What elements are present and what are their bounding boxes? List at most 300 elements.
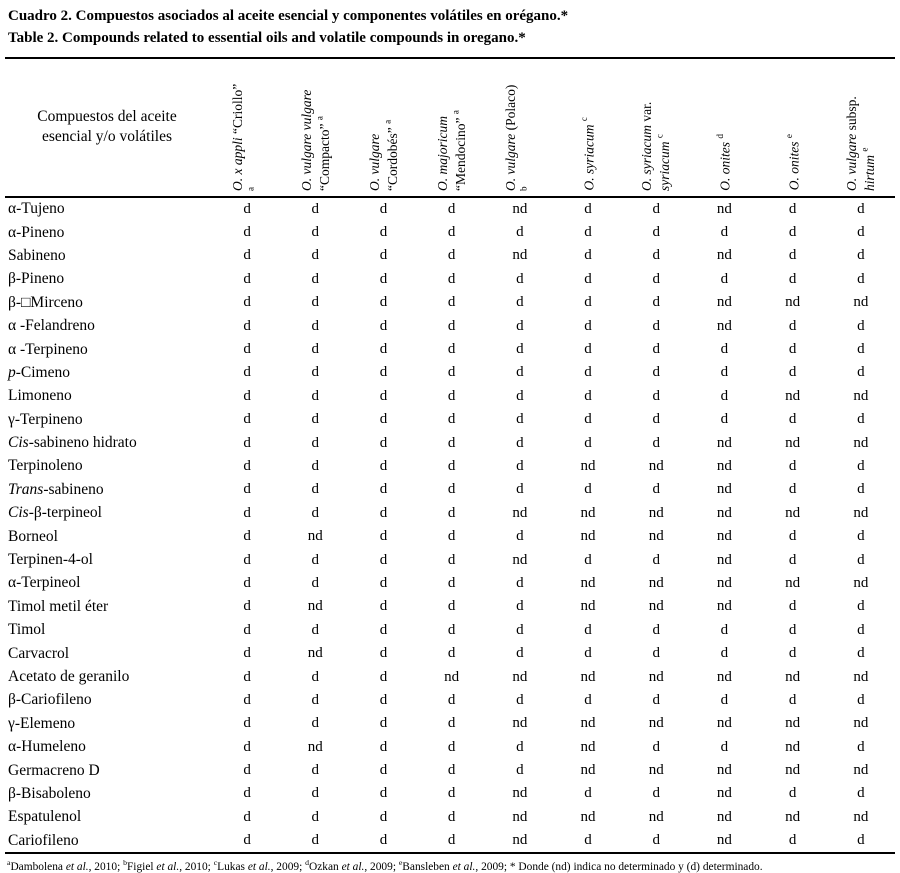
value-cell: nd [648, 574, 664, 591]
value-cell: d [857, 481, 865, 498]
text-part: Terpinen-4-ol [8, 551, 93, 569]
compound-name [5, 665, 213, 688]
value-cell: d [516, 270, 524, 287]
text-part: “Cordobés” [384, 123, 400, 191]
superscript-ref: d [715, 133, 726, 139]
value-cell: nd [716, 598, 732, 615]
rotated-column-header-text [503, 83, 537, 191]
value-cell: d [243, 598, 251, 615]
value-cell: d [379, 551, 388, 568]
value-cell: d [584, 434, 592, 451]
text-part: O. syriacum [581, 124, 597, 191]
text-part: Timol metil éter [8, 597, 109, 615]
value-cell: d [243, 738, 251, 755]
value-cell: nd [512, 785, 528, 802]
superscript-ref: c [213, 858, 218, 868]
value-cell: d [379, 762, 388, 779]
value-cell: nd [853, 504, 869, 521]
value-cell: d [652, 832, 660, 849]
value-cell: nd [648, 457, 664, 474]
value-cell: nd [307, 738, 323, 755]
value-cell: nd [853, 668, 869, 685]
table-row [5, 548, 895, 571]
value-cell: d [788, 481, 797, 498]
value-cell: nd [853, 715, 869, 732]
value-cell: d [243, 715, 251, 732]
value-cell: d [584, 200, 592, 217]
value-cell: nd [444, 668, 460, 685]
table-row [5, 619, 895, 642]
compound-name [5, 619, 213, 642]
value-cell: nd [716, 481, 732, 498]
text-part: subsp. [844, 95, 860, 134]
value-cell: nd [648, 598, 664, 615]
superscript-ref: a [314, 115, 325, 120]
superscript-ref: a [382, 119, 393, 124]
value-cell: d [447, 621, 456, 638]
text-part: O. x appli [230, 136, 246, 191]
text-part: Timol [8, 621, 46, 639]
value-cell: d [652, 317, 660, 334]
value-cell: d [652, 247, 660, 264]
text-part: α-Tujeno [8, 200, 65, 218]
value-cell: d [243, 247, 251, 264]
value-cell: nd [648, 528, 664, 545]
value-cell: d [379, 574, 388, 591]
table-row [5, 478, 895, 501]
value-cell: nd [580, 762, 596, 779]
value-cell: d [379, 691, 388, 708]
compound-name [5, 314, 213, 337]
value-cell: d [379, 341, 388, 358]
value-cell: d [788, 317, 797, 334]
text-part: Germacreno D [8, 761, 100, 779]
text-part: et al. [247, 861, 271, 873]
value-cell: d [857, 738, 865, 755]
value-cell: nd [716, 434, 732, 451]
value-cell: d [652, 645, 660, 662]
compound-name [5, 268, 213, 291]
column-header-10 [827, 58, 895, 197]
table-row [5, 197, 895, 221]
value-cell: d [857, 621, 865, 638]
value-cell: d [379, 504, 388, 521]
value-cell: d [857, 270, 865, 287]
value-cell: nd [716, 504, 732, 521]
value-cell: d [379, 668, 388, 685]
text-part: Figiel [126, 861, 157, 873]
value-cell: d [584, 270, 592, 287]
value-cell: nd [580, 504, 596, 521]
value-cell: d [243, 762, 251, 779]
value-cell: d [720, 270, 729, 287]
text-part [582, 121, 597, 124]
value-cell: d [379, 200, 388, 217]
value-cell: d [516, 738, 524, 755]
value-cell: d [857, 224, 865, 241]
table-row [5, 735, 895, 758]
value-cell: d [311, 691, 320, 708]
value-cell: d [243, 270, 251, 287]
text-part: -sabineno [43, 480, 104, 498]
value-cell: d [788, 224, 797, 241]
value-cell: nd [512, 504, 528, 521]
superscript-ref: a [7, 858, 11, 868]
value-cell: d [857, 341, 865, 358]
value-cell: d [857, 247, 865, 264]
compound-name [5, 735, 213, 758]
value-cell: d [311, 411, 320, 428]
value-cell: nd [716, 200, 732, 217]
compound-name [5, 642, 213, 665]
value-cell: nd [580, 715, 596, 732]
value-cell: d [652, 551, 660, 568]
compound-name [5, 431, 213, 454]
value-cell: d [516, 317, 524, 334]
text-part: -β-terpineol [28, 504, 102, 522]
value-cell: nd [785, 294, 801, 311]
value-cell: d [379, 270, 388, 287]
value-cell: d [857, 832, 865, 849]
text-part: O. vulgare [844, 133, 860, 191]
value-cell: d [243, 434, 251, 451]
value-cell: d [447, 598, 456, 615]
text-part: “Criollo” [230, 83, 246, 137]
value-cell: nd [580, 598, 596, 615]
value-cell: d [516, 528, 524, 545]
value-cell: d [584, 691, 592, 708]
value-cell: d [788, 621, 797, 638]
compound-name [5, 455, 213, 478]
text-part: α -Terpineno [8, 340, 88, 358]
value-cell: d [584, 551, 592, 568]
text-part: O. vulgare [503, 133, 519, 191]
text-part: Trans [8, 480, 44, 498]
rotated-column-header-text [715, 134, 733, 191]
column-header-9 [759, 58, 827, 197]
value-cell: d [379, 785, 388, 802]
text-part: “Compacto” [316, 119, 332, 191]
value-cell: d [379, 528, 388, 545]
value-cell: d [447, 434, 456, 451]
value-cell: d [379, 621, 388, 638]
value-cell: d [379, 434, 388, 451]
value-cell: d [379, 457, 388, 474]
rotated-column-header-text [435, 83, 469, 191]
compound-name [5, 572, 213, 595]
table-row [5, 572, 895, 595]
value-cell: d [720, 341, 729, 358]
value-cell: nd [580, 738, 596, 755]
text-part: O. syriacum [639, 124, 655, 191]
table-head [5, 58, 895, 197]
value-cell: d [857, 317, 865, 334]
text-part: -Cimeno [15, 363, 70, 381]
value-cell: d [379, 364, 388, 381]
superscript-ref: e [859, 147, 870, 152]
value-cell: nd [512, 832, 528, 849]
table-row [5, 455, 895, 478]
text-part: β-Pineno [8, 270, 65, 288]
compound-name [5, 361, 213, 384]
value-cell: nd [716, 762, 732, 779]
value-cell: nd [716, 457, 732, 474]
text-part: O. vulgare [366, 133, 382, 191]
compound-name [5, 782, 213, 805]
compound-name [5, 197, 213, 221]
value-cell: d [584, 341, 592, 358]
value-cell: d [652, 200, 660, 217]
value-cell: nd [648, 504, 664, 521]
rotated-column-header-text [579, 117, 597, 190]
superscript-ref: b [518, 185, 529, 191]
value-cell: d [447, 457, 456, 474]
value-cell: d [311, 364, 320, 381]
column-header-4 [418, 58, 486, 197]
value-cell: d [857, 457, 865, 474]
text-part: O. majoricum [434, 115, 450, 191]
value-cell: nd [716, 317, 732, 334]
text-part: Cis [8, 434, 29, 452]
table-row [5, 806, 895, 829]
value-cell: d [720, 691, 729, 708]
value-cell: nd [785, 715, 801, 732]
value-cell: d [379, 317, 388, 334]
value-cell: d [243, 504, 251, 521]
value-cell: d [516, 762, 524, 779]
compound-name [5, 829, 213, 853]
value-cell: d [311, 832, 320, 849]
text-part: Acetato de geranilo [8, 668, 130, 685]
value-cell: d [584, 247, 592, 264]
superscript-ref: a [245, 186, 256, 191]
text-part: p [8, 363, 16, 381]
value-cell: d [788, 200, 797, 217]
table-row [5, 244, 895, 267]
compound-name [5, 338, 213, 361]
superscript-ref: b [123, 858, 127, 868]
value-cell: nd [785, 387, 801, 404]
value-cell: d [243, 411, 251, 428]
value-cell: d [652, 270, 660, 287]
text-part: Lukas [217, 861, 248, 873]
text-part: γ-Terpineno [8, 410, 83, 428]
value-cell: d [447, 645, 456, 662]
value-cell: nd [716, 528, 732, 545]
value-cell: d [857, 691, 865, 708]
value-cell: d [447, 808, 456, 825]
value-cell: nd [648, 808, 664, 825]
rotated-column-header-text [784, 134, 802, 190]
table-row [5, 431, 895, 454]
text-part: α-Humeleno [8, 738, 86, 756]
text-part: “Mendocino” [452, 113, 468, 191]
value-cell: nd [512, 668, 528, 685]
table-row [5, 782, 895, 805]
value-cell: d [311, 247, 320, 264]
compound-name [5, 806, 213, 829]
text-part [657, 138, 672, 141]
value-cell: d [788, 341, 797, 358]
value-cell: d [447, 317, 456, 334]
text-part: O. onites [717, 141, 733, 191]
value-cell: d [447, 738, 456, 755]
value-cell: d [447, 528, 456, 545]
table-row [5, 268, 895, 291]
superscript-ref: e [783, 134, 794, 139]
value-cell: d [311, 457, 320, 474]
value-cell: d [516, 457, 524, 474]
column-header-1 [213, 58, 281, 197]
value-cell: d [379, 832, 388, 849]
value-cell: d [447, 341, 456, 358]
value-cell: d [857, 598, 865, 615]
value-cell: nd [512, 715, 528, 732]
table-row [5, 712, 895, 735]
value-cell: d [652, 411, 660, 428]
value-cell: d [243, 457, 251, 474]
value-cell: d [311, 387, 320, 404]
value-cell: d [720, 738, 729, 755]
value-cell: nd [580, 574, 596, 591]
text-part: Sabineno [8, 246, 66, 264]
value-cell: d [788, 691, 797, 708]
value-cell: d [584, 364, 592, 381]
value-cell: d [857, 364, 865, 381]
value-cell: d [311, 294, 320, 311]
value-cell: nd [716, 832, 732, 849]
rotated-column-header-text [230, 83, 264, 191]
value-cell: d [243, 317, 251, 334]
value-cell: nd [716, 808, 732, 825]
value-cell: d [379, 598, 388, 615]
value-cell: d [243, 341, 251, 358]
text-part: Espatulenol [8, 808, 82, 826]
compound-name [5, 244, 213, 267]
value-cell: d [720, 387, 729, 404]
text-part: et al. [65, 861, 89, 873]
value-cell: d [447, 832, 456, 849]
value-cell: nd [580, 457, 596, 474]
text-part: Dambolena [10, 861, 66, 873]
value-cell: d [311, 504, 320, 521]
superscript-ref: e [398, 858, 403, 868]
value-cell: d [447, 200, 456, 217]
value-cell: d [857, 528, 865, 545]
compound-name [5, 595, 213, 618]
superscript-ref: c [654, 133, 665, 138]
value-cell: d [516, 294, 524, 311]
value-cell: d [243, 691, 251, 708]
value-cell: d [857, 411, 865, 428]
compound-name [5, 712, 213, 735]
value-cell: d [243, 528, 251, 545]
value-cell: d [584, 832, 592, 849]
text-part: , 2009; [364, 861, 399, 873]
column-header-8 [690, 58, 758, 197]
value-cell: d [652, 364, 660, 381]
value-cell: nd [512, 808, 528, 825]
value-cell: nd [785, 504, 801, 521]
value-cell: d [447, 574, 456, 591]
value-cell: d [447, 715, 456, 732]
value-cell: d [311, 621, 320, 638]
table-row [5, 338, 895, 361]
value-cell: nd [648, 668, 664, 685]
value-cell: d [311, 434, 320, 451]
table-row [5, 689, 895, 712]
text-part: Cis [8, 504, 29, 522]
value-cell: d [584, 317, 592, 334]
value-cell: d [379, 387, 388, 404]
value-cell: d [243, 808, 251, 825]
value-cell: d [243, 294, 251, 311]
value-cell: d [584, 294, 592, 311]
value-cell: d [243, 224, 251, 241]
value-cell: d [447, 270, 456, 287]
text-part: , 2010; [179, 861, 214, 873]
value-cell: d [584, 387, 592, 404]
row-header-label: Compuestos del aceite esencial y/o volátiles [5, 58, 213, 197]
value-cell: nd [580, 668, 596, 685]
footnote [5, 854, 895, 873]
value-cell: d [243, 387, 251, 404]
text-part: et al. [341, 861, 365, 873]
superscript-ref: c [579, 117, 590, 122]
value-cell: d [447, 785, 456, 802]
compound-name [5, 478, 213, 501]
value-cell: nd [785, 738, 801, 755]
value-cell: d [788, 364, 797, 381]
value-cell: d [857, 645, 865, 662]
superscript-ref: d [305, 858, 309, 868]
value-cell: d [311, 668, 320, 685]
value-cell: d [447, 294, 456, 311]
value-cell: d [243, 364, 251, 381]
value-cell: d [516, 411, 524, 428]
text-part: et al. [156, 861, 180, 873]
text-part: et al. [452, 861, 476, 873]
compound-name [5, 548, 213, 571]
text-part: Borneol [8, 527, 58, 545]
column-header-3 [349, 58, 417, 197]
value-cell: nd [716, 247, 732, 264]
text-part: Cariofileno [8, 831, 79, 849]
value-cell: d [379, 294, 388, 311]
table-row [5, 665, 895, 688]
value-cell: nd [853, 294, 869, 311]
value-cell: nd [716, 715, 732, 732]
value-cell: d [311, 715, 320, 732]
text-part: var. [639, 101, 655, 125]
value-cell: d [788, 785, 797, 802]
text-part: β-Bisaboleno [8, 784, 91, 802]
value-cell: d [447, 481, 456, 498]
table-row [5, 502, 895, 525]
value-cell: d [516, 598, 524, 615]
text-part: syriacum [657, 141, 673, 191]
value-cell: d [311, 317, 320, 334]
table-row [5, 595, 895, 618]
value-cell: d [652, 434, 660, 451]
table-row [5, 829, 895, 853]
table-row [5, 759, 895, 782]
value-cell: d [788, 270, 797, 287]
table-row [5, 642, 895, 665]
text-part: O. vulgare vulgare [298, 89, 314, 191]
value-cell: d [720, 621, 729, 638]
value-cell: d [447, 387, 456, 404]
